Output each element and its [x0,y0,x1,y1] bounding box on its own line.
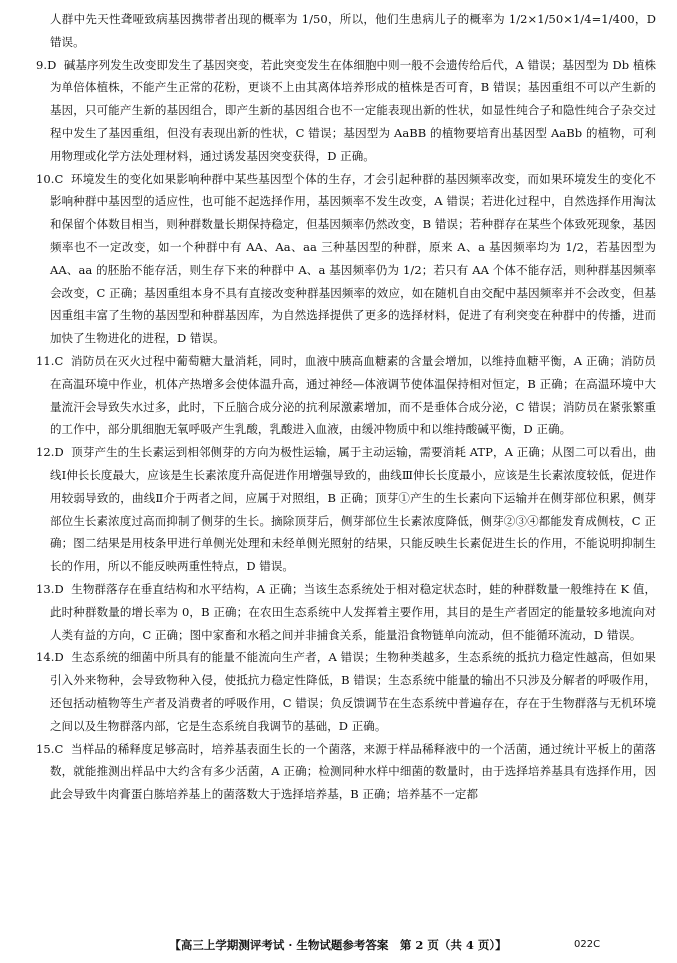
paragraph-8-continued: 人群中先天性聋哑致病基因携带者出现的概率为 1/50，所以，他们生患病儿子的概率为 1/2×1/50×1/4=1/400，D 错误。 [50,12,656,49]
answer-text: 碱基序列发生改变即发生了基因突变，若此突变发生在体细胞中则一般不会遗传给后代，A 错误；基因型为 Db 植株为单倍体植株，不能产生正常的花粉，更谈不上由其离体培养形成的植株是否可育，B 错误；基因重组不可以产生新的基因，只可能产生新的基因组合，即产生新的基因组合也不一定能表现出新的性状，如显性纯合子和隐性纯合子杂交过程中发生了基因重组，但没有表现出新的性状，C 错误；基因型为 AaBB 的植物要培育出基因型 AaBb 的植物，可利用物理或化学方法处理材料，通过诱发基因突变获得，D 正确。 [50,57,656,163]
answer-number: 12.D [36,445,64,460]
answer-number: 14.D [36,650,64,665]
answer-10 [36,168,656,350]
answer-15 [36,738,656,806]
answer-text: 生物群落存在垂直结构和水平结构，A 正确；当该生态系统处于相对稳定状态时，蛙的种群数量一般维持在 K 值，此时种群数量的增长率为 0，B 正确；在农田生态系统中人发挥着主要作用，其目的是生产者固定的能量较多地流向对人类有益的方向，C 正确；图中家畜和水稻之间并非捕食关系，能量沿食物链单向流动，但不能循环流动，D 错误。 [50,581,656,642]
answer-12 [36,441,656,578]
answer-number: 13.D [36,581,64,596]
answer-14 [36,646,656,737]
answer-number: 10.C [36,171,64,186]
answer-9 [36,54,656,168]
answer-text: 消防员在灭火过程中葡萄糖大量消耗，同时，血液中胰高血糖素的含量会增加，以维持血糖平衡，A 正确；消防员在高温环境中作业，机体产热增多会使体温升高，通过神经—体液调节使体温保持相对恒定，B 正确；在高温环境中大量流汗会导致失水过多，此时，下丘脑合成分泌的抗利尿激素增加，而不是垂体合成分泌，C 错误；消防员在紧张繁重的工作中，部分肌细胞无氧呼吸产生乳酸，乳酸进入血液，由缓冲物质中和以维持酸碱平衡，D 正确。 [50,353,656,437]
answer-11 [36,350,656,441]
answer-number: 15.C [36,741,64,756]
footer-code: 022C [574,939,601,950]
answer-text: 当样品的稀释度足够高时，培养基表面生长的一个菌落，来源于样品稀释液中的一个活菌，通过统计平板上的菌落数，就能推测出样品中大约含有多少活菌，A 正确；检测同种水样中细菌的数量时，由于选择培养基具有选择作用，因此会导致牛肉膏蛋白胨培养基上的菌落数大于选择培养基，B 正确；培养基不一定都 [50,741,656,802]
answer-text: 环境发生的变化如果影响种群中某些基因型个体的生存，才会引起种群的基因频率改变，而如果环境发生的变化不影响种群中基因型的适应性，也可能不起选择作用，基因频率不发生改变，A 错误；若进化过程中，自然选择作用淘汰和保留个体数目相当，则种群数量长期保持稳定，但基因频率仍然改变，B 错误；若种群存在某些个体致死现象，基因频率也不一定改变，如一个种群中有 AA、Aa、aa 三种基因型的种群，原来 A、a 基因频率均为 1/2，若基因型为 AA、aa 的胚胎不能存活，则生存下来的种群中 A、a 基因频率仍为 1/2；若只有 AA 个体不能存活，则种群基因频率会改变，C 正确；基因重组本身不具有直接改变种群基因频率的效应，如在随机自由交配中基因频率并不会改变，但基因重组丰富了生物的基因型和种群基因库，为自然选择提供了更多的选择材料，促进了有利突变在种群中的传播，进而加快了生物进化的进程，D 错误。 [50,171,656,346]
answer-content [36,8,656,806]
answer-text: 顶芽产生的生长素运到相邻侧芽的方向为极性运输，属于主动运输，需要消耗 ATP，A 正确；从图二可以看出，曲线Ⅰ伸长长度最大，应该是生长素浓度升高促进作用增强导致的，曲线Ⅲ伸长长度最小，应该是生长素浓度较低，促进作用较弱导致的，曲线Ⅱ介于两者之间，应属于对照组，B 正确；顶芽①产生的生长素向下运输并在侧芽部位积累，侧芽部位生长素浓度过高而抑制了侧芽的生长。摘除顶芽后，侧芽部位生长素浓度降低，侧芽②③④都能发育成侧枝，C 正确；图二结果是用枝条甲进行单侧光处理和未经单侧光照射的结果，只能反映生长素促进生长的作用，不能说明抑制生长的作用，所以不能反映两重性特点，D 错误。 [50,445,656,574]
answer-number: 9.D [36,57,57,72]
footer-title: 【高三上学期测评考试 · 生物试题参考答案 第 2 页（共 4 页）】 [169,938,507,952]
page-footer [0,936,677,954]
answer-number: 11.C [36,353,64,368]
answer-13 [36,578,656,646]
answer-text: 生态系统的细菌中所具有的能量不能流向生产者，A 错误；生物种类越多，生态系统的抵抗力稳定性越高，但如果引入外来物种，会导致物种入侵，使抵抗力稳定性降低，B 错误；生态系统中能量的输出不只涉及分解者的呼吸作用，还包括动植物等生产者及消费者的呼吸作用，C 错误；负反馈调节在生态系统中普遍存在，存在于生物群落与无机环境之间以及生物群落内部，它是生态系统自我调节的基础，D 正确。 [50,650,656,733]
